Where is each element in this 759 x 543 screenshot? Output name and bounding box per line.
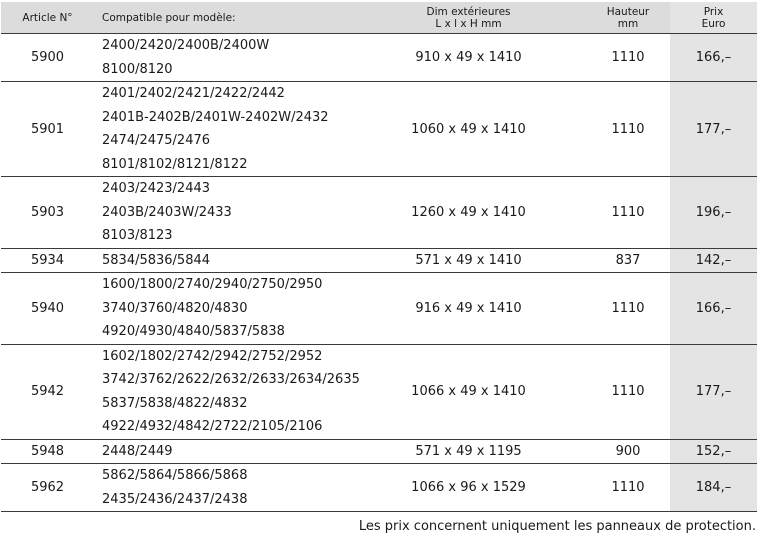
- header-dimensions-line1: Dim extérieures: [426, 5, 511, 18]
- header-dimensions: [351, 2, 586, 34]
- table-body: [1, 34, 757, 512]
- hauteur: 1110: [586, 34, 670, 82]
- model-line: 2435/2436/2437/2438: [102, 491, 248, 507]
- article-number: 5900: [1, 34, 94, 82]
- header-hauteur-line1: Hauteur: [606, 5, 650, 18]
- model-line: 2401B-2402B/2401W-2402W/2432: [102, 109, 329, 125]
- table-row: [1, 464, 757, 512]
- article-number: 5962: [1, 464, 94, 512]
- dimensions: 571 x 49 x 1195: [351, 439, 586, 464]
- dimensions: 916 x 49 x 1410: [351, 273, 586, 345]
- dimensions: 1066 x 96 x 1529: [351, 464, 586, 512]
- hauteur: 1110: [586, 273, 670, 345]
- model-line: 3740/3760/4820/4830: [102, 300, 248, 316]
- table-row: [1, 82, 757, 177]
- header-dimensions-line2: L x l x H mm: [435, 17, 502, 30]
- article-number: 5934: [1, 248, 94, 273]
- header-prix-line1: Prix: [703, 5, 724, 18]
- article-number: 5901: [1, 82, 94, 177]
- model-line: 5837/5838/4822/4832: [102, 395, 248, 411]
- hauteur: 1110: [586, 177, 670, 249]
- compatible-models: [94, 273, 351, 345]
- model-line: 2400/2420/2400B/2400W: [102, 38, 270, 53]
- price: 166,–: [670, 273, 757, 345]
- model-line: 4920/4930/4840/5837/5838: [102, 324, 285, 339]
- model-line: 5862/5864/5866/5868: [102, 468, 248, 483]
- hauteur: 1110: [586, 82, 670, 177]
- article-number: 5940: [1, 273, 94, 345]
- price: 166,–: [670, 34, 757, 82]
- price: 184,–: [670, 464, 757, 512]
- table-row: [1, 439, 757, 464]
- header-prix-line2: Euro: [701, 17, 726, 30]
- price: 196,–: [670, 177, 757, 249]
- price: 177,–: [670, 344, 757, 439]
- price-table: [1, 2, 757, 512]
- model-line: 3742/3762/2622/2632/2633/2634/2635: [102, 372, 360, 387]
- price: 142,–: [670, 248, 757, 273]
- table-row: [1, 177, 757, 249]
- model-line: 4922/4932/4842/2722/2105/2106: [102, 419, 323, 434]
- price: 152,–: [670, 439, 757, 464]
- hauteur: 900: [586, 439, 670, 464]
- dimensions: 571 x 49 x 1410: [351, 248, 586, 273]
- header-hauteur-line2: mm: [617, 17, 639, 30]
- compatible-models: [94, 248, 351, 273]
- model-line: 8100/8120: [102, 61, 173, 77]
- model-line: 8101/8102/8121/8122: [102, 156, 248, 172]
- price: 177,–: [670, 82, 757, 177]
- hauteur: 837: [586, 248, 670, 273]
- table-row: [1, 273, 757, 345]
- compatible-models: [94, 439, 351, 464]
- compatible-models: [94, 344, 360, 439]
- footnote: Les prix concernent uniquement les panneaux de protection.: [358, 519, 756, 534]
- compatible-models: [94, 34, 351, 82]
- header-prix: [670, 2, 757, 34]
- compatible-models: [94, 464, 351, 512]
- model-line: 2474/2475/2476: [102, 133, 211, 148]
- compatible-models: [94, 82, 351, 177]
- model-line: 8103/8123: [102, 228, 173, 243]
- article-number: 5948: [1, 439, 94, 464]
- model-line: 2403B/2403W/2433: [102, 204, 232, 220]
- dimensions: 1066 x 49 x 1410: [351, 344, 586, 439]
- table-header: [1, 2, 757, 34]
- model-line: 5834/5836/5844: [102, 252, 211, 268]
- header-article: Article N°: [1, 2, 94, 34]
- hauteur: 1110: [586, 344, 670, 439]
- model-line: 1600/1800/2740/2940/2750/2950: [102, 277, 323, 292]
- dimensions: 910 x 49 x 1410: [351, 34, 586, 82]
- dimensions: 1060 x 49 x 1410: [351, 82, 586, 177]
- header-hauteur: [586, 2, 670, 34]
- compatible-models: [94, 177, 351, 249]
- model-line: 2403/2423/2443: [102, 181, 211, 196]
- model-line: 1602/1802/2742/2942/2752/2952: [102, 348, 323, 364]
- model-line: 2448/2449: [102, 443, 173, 459]
- article-number: 5942: [1, 344, 94, 439]
- table-row: [1, 344, 757, 439]
- model-line: 2401/2402/2421/2422/2442: [102, 86, 285, 101]
- table-row: [1, 34, 757, 82]
- header-compatible: Compatible pour modèle:: [94, 2, 351, 34]
- table-row: [1, 248, 757, 273]
- hauteur: 1110: [586, 464, 670, 512]
- dimensions: 1260 x 49 x 1410: [351, 177, 586, 249]
- article-number: 5903: [1, 177, 94, 249]
